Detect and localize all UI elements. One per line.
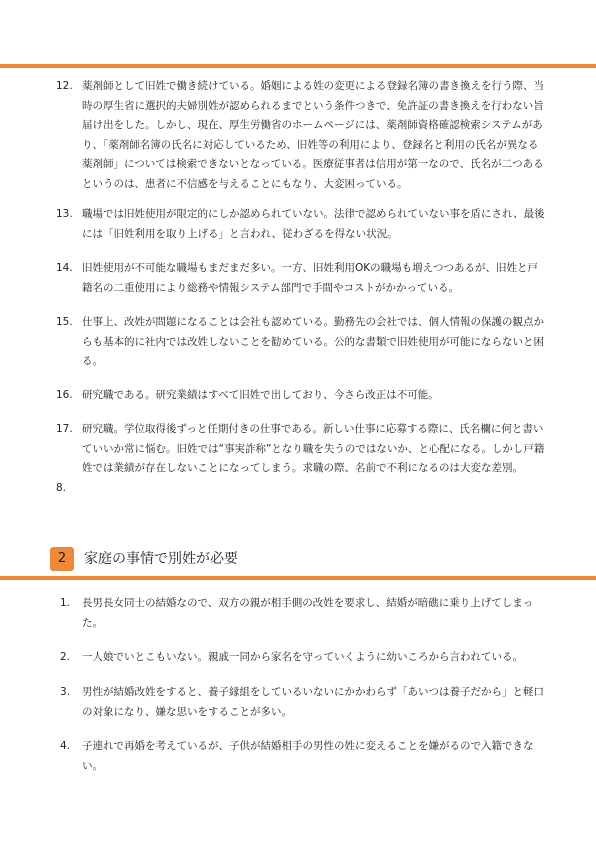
item-text: 旧姓使用が不可能な職場もまだまだ多い。一方、旧姓利用OKの職場も増えつつあるが、旧姓と戸籍名の二重使用により総務や情報システム部門で手間やコストがかかっている。 [82, 262, 538, 294]
list-item [56, 259, 546, 298]
item-text: 仕事上、改姓が問題になることは会社も認めている。勤務先の会社では、個人情報の保護の観点からも基本的に社内では改姓しないことを勧めている。公的な書類で旧姓使用が可能にならないと困る。 [82, 316, 544, 367]
list-item [56, 420, 546, 479]
list-item [56, 683, 546, 722]
list-item [56, 313, 546, 372]
item-text: 職場では旧姓使用が限定的にしか認められていない。法律で認められていない事を盾にされ、最後には「旧姓利用を取り上げる」と言われ、従わざるを得ない状況。 [82, 208, 545, 240]
item-number: 16. [56, 389, 73, 401]
item-number: 15. [56, 316, 73, 328]
item-number: 1. [60, 597, 71, 609]
item-text: 男性が結婚改姓をすると、養子縁組をしているいないにかかわらず「あいつは養子だから」と軽口の対象になり、嫌な思いをすることが多い。 [82, 686, 544, 718]
list-item [56, 205, 546, 244]
item-number: 14. [56, 262, 73, 274]
section-title: 家庭の事情で別姓が必要 [84, 551, 238, 567]
item-number: 3. [60, 686, 71, 698]
stray-number: 8. [56, 482, 67, 494]
item-text: 研究職である。研究業績はすべて旧姓で出しており、今さら改正は不可能。 [82, 389, 439, 401]
list-item [56, 737, 546, 776]
item-text: 子連れで再婚を考えているが、子供が結婚相手の男性の姓に変えることを嫌がるので入籍できない。 [82, 740, 534, 772]
list-item [56, 594, 546, 633]
list-item [56, 648, 546, 668]
list-item [56, 77, 546, 194]
section-divider [0, 576, 596, 580]
item-text: 一人娘でいとこもいない。親戚一同から家名を守っていくように幼いころから言われている。 [82, 651, 523, 663]
item-number: 13. [56, 208, 73, 220]
list-item [56, 386, 546, 406]
item-text: 長男長女同士の結婚なので、双方の親が相手側の改姓を要求し、結婚が暗礁に乗り上げてしまった。 [82, 597, 534, 629]
item-number: 2. [60, 651, 71, 663]
item-text: 薬剤師として旧姓で働き続けている。婚姻による姓の変更による登録名簿の書き換えを行う際、当時の厚生省に選択的夫婦別姓が認められるまでという条件つきで、免許証の書き換えを行わない旨届け出をした。しかし、現在、厚生労働省のホームページには、薬剤師資格確認検索システムがあり、「薬剤師名簿の氏名に対応しているため、旧姓等の利用により、登録名と利用の氏名が異なる薬剤師」については検索できないとなっている。医療従事者は信用が第一なので、氏名が二つあるというのは、患者に不信感を与えることにもなり、大変困っている。 [82, 80, 544, 190]
item-number: 17. [56, 423, 73, 435]
top-divider [0, 64, 596, 68]
item-number: 12. [56, 80, 73, 92]
section-number-badge: 2 [50, 547, 74, 571]
item-text: 研究職。学位取得後ずっと任期付きの仕事である。新しい仕事に応募する際に、氏名欄に何と書いていいか常に悩む。旧姓では“事実詐称”となり職を失うのではないか、と心配になる。しかし戸籍姓では業績が存在しないことになってしまう。求職の際、名前で不利になるのは大変な差別。 [82, 423, 545, 474]
item-number: 4. [60, 740, 71, 752]
